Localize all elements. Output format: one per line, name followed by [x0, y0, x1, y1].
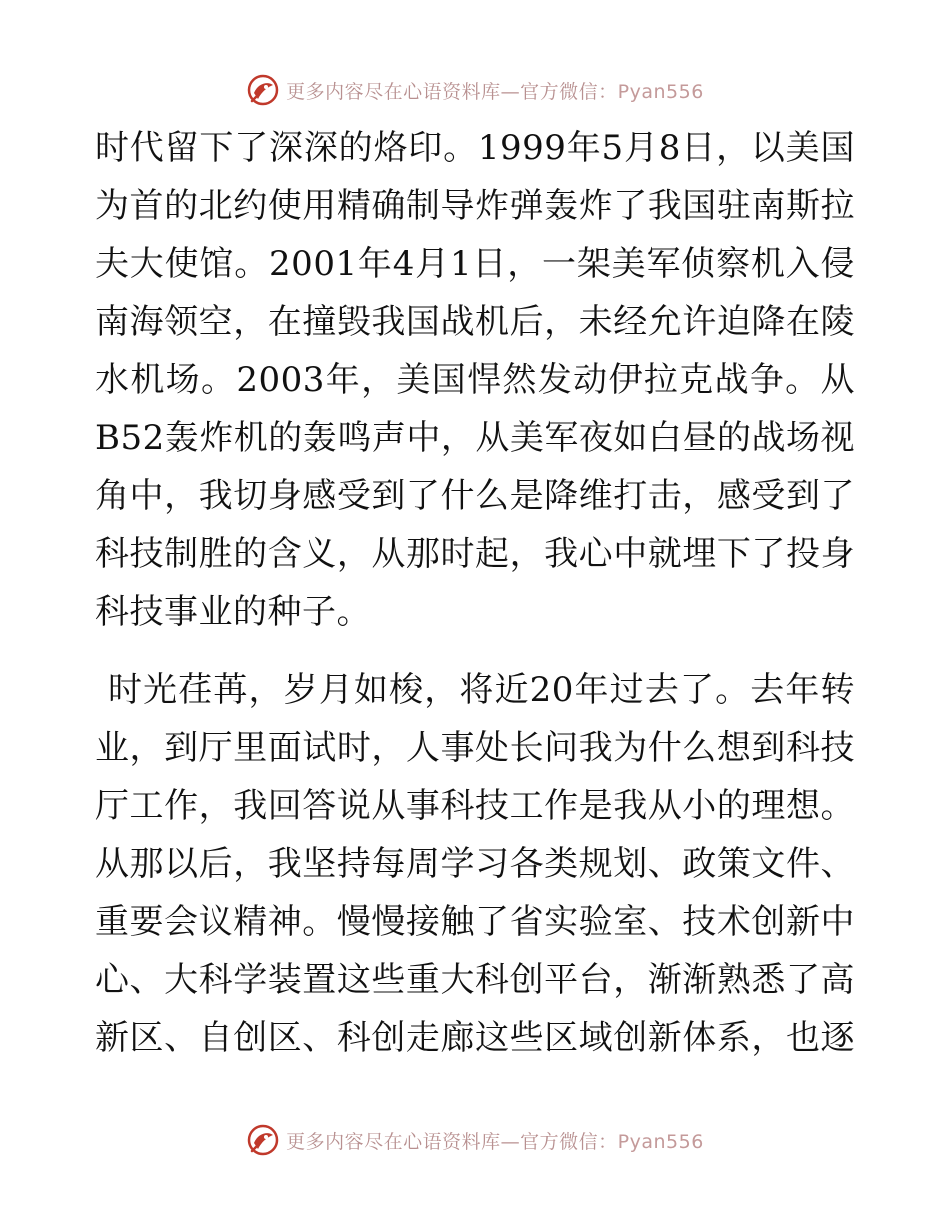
watermark-text [286, 77, 704, 104]
text-line: 时代留下了深深的烙印。1999年5月8日，以美国 [95, 128, 855, 168]
text-line: 从那以后，我坚持每周学习各类规划、政策文件、 [95, 844, 855, 884]
text-line: 厅工作，我回答说从事科技工作是我从小的理想。 [95, 786, 855, 826]
watermark-wechat-id: Pyan556 [617, 80, 704, 103]
watermark-wechat-id: Pyan556 [617, 1130, 704, 1153]
text-line: 心、大科学装置这些重大科创平台，渐渐熟悉了高 [95, 960, 855, 1000]
watermark-text-main: 更多内容尽在心语资料库—官方微信： [286, 80, 618, 103]
text-line: 重要会议精神。慢慢接触了省实验室、技术创新中 [95, 902, 855, 942]
text-line: 夫大使馆。2001年4月1日，一架美军侦察机入侵 [95, 244, 855, 284]
watermark-text-main: 更多内容尽在心语资料库—官方微信： [286, 1130, 618, 1153]
footer-watermark [0, 1120, 950, 1160]
header-watermark [0, 70, 950, 110]
text-line: 新区、自创区、科创走廊这些区域创新体系，也逐 [95, 1018, 855, 1058]
text-line: 时光荏苒，岁月如梭，将近20年过去了。去年转 [108, 670, 855, 710]
text-line: 科技事业的种子。 [95, 592, 371, 632]
watermark-text [286, 1127, 704, 1154]
pen-logo-icon [246, 1123, 280, 1157]
text-line: 水机场。2003年，美国悍然发动伊拉克战争。从 [95, 360, 855, 400]
text-line: 角中，我切身感受到了什么是降维打击，感受到了 [95, 476, 855, 516]
text-line: 为首的北约使用精确制导炸弹轰炸了我国驻南斯拉 [95, 186, 855, 226]
text-line: 科技制胜的含义，从那时起，我心中就埋下了投身 [95, 534, 855, 574]
text-line: 业，到厅里面试时，人事处长问我为什么想到科技 [95, 728, 855, 768]
text-line: B52轰炸机的轰鸣声中，从美军夜如白昼的战场视 [95, 418, 855, 458]
text-line: 南海领空，在撞毁我国战机后，未经允许迫降在陵 [95, 302, 855, 342]
pen-logo-icon [246, 73, 280, 107]
